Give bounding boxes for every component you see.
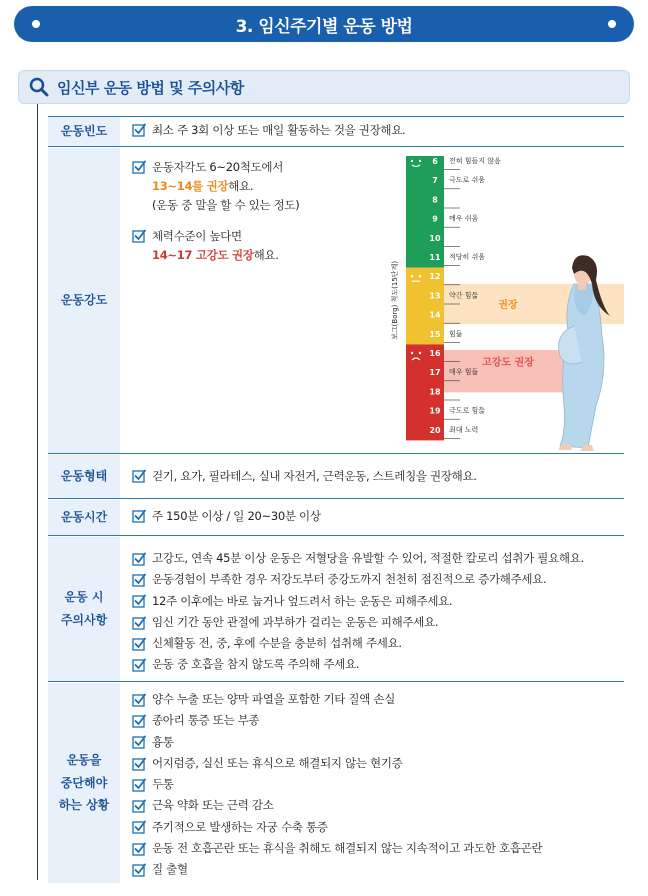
checkbox-icon xyxy=(132,842,146,856)
list-item: 근육 약화 또는 근력 감소 xyxy=(132,795,624,816)
borg-desc-label: 극도로 힘듦 xyxy=(449,406,486,415)
borg-desc-label: 약간 힘듦 xyxy=(449,291,479,300)
list-item: 어지럼증, 실신 또는 휴식으로 해결되지 않는 현기증 xyxy=(132,753,624,774)
list-item: 주기적으로 발생하는 자궁 수축 통증 xyxy=(132,817,624,838)
list-item: 운동자각도 6~20척도에서 xyxy=(132,158,624,177)
borg-value-label: 6 xyxy=(432,157,438,166)
banner-dot-right xyxy=(608,20,616,28)
checkbox-icon xyxy=(132,509,146,523)
list-item: 걷기, 요가, 필라테스, 실내 자전거, 근력운동, 스트레칭을 권장해요. xyxy=(132,467,624,486)
row-label: 운동시간 xyxy=(48,500,120,535)
borg-desc-label: 최대 노력 xyxy=(449,425,479,434)
zone-recommended-label: 권장 xyxy=(498,300,518,311)
borg-desc-label: 전혀 힘들지 않음 xyxy=(449,157,501,165)
checkbox-icon xyxy=(132,778,146,792)
highlight-text: 13~14를 권장 xyxy=(152,179,229,193)
row-caution xyxy=(48,537,624,682)
borg-number-band xyxy=(426,156,444,268)
row-type xyxy=(48,455,624,499)
checkbox-icon xyxy=(132,658,146,672)
checkbox-icon xyxy=(132,757,146,771)
list-item: 주 150분 이상 / 일 20~30분 이상 xyxy=(132,507,624,526)
row-frequency xyxy=(48,117,624,147)
face-eye xyxy=(411,275,413,277)
list-item: 최소 주 3회 이상 또는 매일 활동하는 것을 권장해요. xyxy=(132,121,624,140)
row-label: 운동강도 xyxy=(48,148,120,453)
borg-value-label: 7 xyxy=(432,176,438,186)
row-stop-conditions xyxy=(48,683,624,883)
face-eye xyxy=(411,160,413,162)
checkbox-icon xyxy=(132,552,146,566)
section-connector-line xyxy=(37,104,38,880)
list-item: 종아리 통증 또는 부종 xyxy=(132,710,624,731)
borg-scale-chart xyxy=(388,156,624,452)
checkbox-icon xyxy=(132,820,146,834)
face-eye xyxy=(411,352,413,354)
borg-value-label: 14 xyxy=(429,310,441,320)
borg-value-label: 16 xyxy=(429,349,441,358)
borg-color-band xyxy=(406,156,426,268)
borg-desc-label: 힘듦 xyxy=(449,329,463,338)
section-title: 임신부 운동 방법 및 주의사항 xyxy=(57,78,244,97)
borg-value-label: 8 xyxy=(432,195,438,205)
checkbox-icon xyxy=(132,863,146,877)
borg-value-label: 19 xyxy=(429,406,441,416)
checkbox-icon xyxy=(132,123,146,137)
borg-value-label: 9 xyxy=(432,214,438,224)
list-item: 체력수준이 높다면 xyxy=(132,227,624,246)
search-icon xyxy=(29,77,49,97)
checkbox-icon xyxy=(132,735,146,749)
checkbox-icon xyxy=(132,469,146,483)
checkbox-icon xyxy=(132,714,146,728)
banner-dot-left xyxy=(32,20,40,28)
list-item: 12주 이후에는 바로 눕거나 엎드려서 하는 운동은 피해주세요. xyxy=(132,591,624,612)
borg-color-band xyxy=(406,268,426,345)
list-item: 고강도, 연속 45분 이상 운동은 저혈당을 유발할 수 있어, 적절한 칼로리 섭취가 필요해요. xyxy=(132,548,624,569)
highlight-text: 14~17 고강도 권장 xyxy=(152,248,254,262)
borg-value-label: 18 xyxy=(429,387,441,397)
row-time xyxy=(48,500,624,536)
borg-desc-label: 매우 쉬움 xyxy=(449,214,479,223)
chapter-title: 3. 임신주기별 운동 방법 xyxy=(235,16,413,37)
list-item: 양수 누출 또는 양막 파열을 포함한 기타 질액 손실 xyxy=(132,689,624,710)
row-intensity: 운동강도 운동자각도 6~20척도에서 13~14를 권장해요. (운동 중 말을 할 수 있는 정도) 체력수준이 높다면 14~17 고강도 권장해요. 6 전혀 힘들지 않음 7 극도로 쉬움 8 9 매우 쉬움 10 11 적당히 쉬움 12 13 약간 힘듦 14 15 힘듦 16 17 매우 힘듦 18 19 극도로 힘듦 20 최대 노력 보그(Borg) 척도(15단계) 권장 고강도 권장 xyxy=(48,148,624,454)
checkbox-icon xyxy=(132,693,146,707)
face-eye xyxy=(419,160,421,162)
checkbox-icon xyxy=(132,594,146,608)
list-item: 운동 중 호흡을 참지 않도록 주의해 주세요. xyxy=(132,654,624,675)
row-label: 운동빈도 xyxy=(48,117,120,146)
list-item: 신체활동 전, 중, 후에 수분을 충분히 섭취해 주세요. xyxy=(132,633,624,654)
borg-value-label: 20 xyxy=(429,425,441,435)
borg-value-label: 11 xyxy=(429,253,441,262)
borg-value-label: 10 xyxy=(429,233,441,243)
row-label: 운동 시 주의사항 xyxy=(48,537,120,681)
borg-value-label: 12 xyxy=(429,272,441,282)
list-item: 임신 기간 동안 관절에 과부하가 걸리는 운동은 피해주세요. xyxy=(132,612,624,633)
list-item: 두통 xyxy=(132,774,624,795)
face-eye xyxy=(419,275,421,277)
checkbox-icon xyxy=(132,229,146,243)
face-eye xyxy=(419,352,421,354)
checkbox-icon xyxy=(132,160,146,174)
list-item: 흉통 xyxy=(132,732,624,753)
list-item: 운동 전 호흡곤란 또는 휴식을 취해도 해결되지 않는 지속적이고 과도한 호흡곤란 xyxy=(132,838,624,859)
row-label: 운동형태 xyxy=(48,455,120,498)
list-item: 운동경험이 부족한 경우 저강도부터 중강도까지 천천히 점진적으로 증가해주세요. xyxy=(132,569,624,590)
borg-desc-label: 적당히 쉬움 xyxy=(449,253,486,261)
chapter-banner xyxy=(14,6,634,42)
zone-high-label: 고강도 권장 xyxy=(482,357,534,369)
borg-value-label: 15 xyxy=(429,329,441,339)
checkbox-icon xyxy=(132,799,146,813)
borg-color-band xyxy=(406,344,426,440)
checkbox-icon xyxy=(132,637,146,651)
checkbox-icon xyxy=(132,573,146,587)
borg-desc-label: 극도로 쉬움 xyxy=(449,176,486,185)
row-label: 운동을 중단해야 하는 상황 xyxy=(48,683,120,883)
borg-value-label: 13 xyxy=(429,291,441,301)
borg-axis-label: 보그(Borg) 척도(15단계) xyxy=(391,260,399,340)
list-item: 질 출혈 xyxy=(132,859,624,880)
section-header xyxy=(18,70,630,104)
checkbox-icon xyxy=(132,616,146,630)
borg-value-label: 17 xyxy=(429,368,441,378)
borg-desc-label: 매우 힘듦 xyxy=(449,368,479,377)
